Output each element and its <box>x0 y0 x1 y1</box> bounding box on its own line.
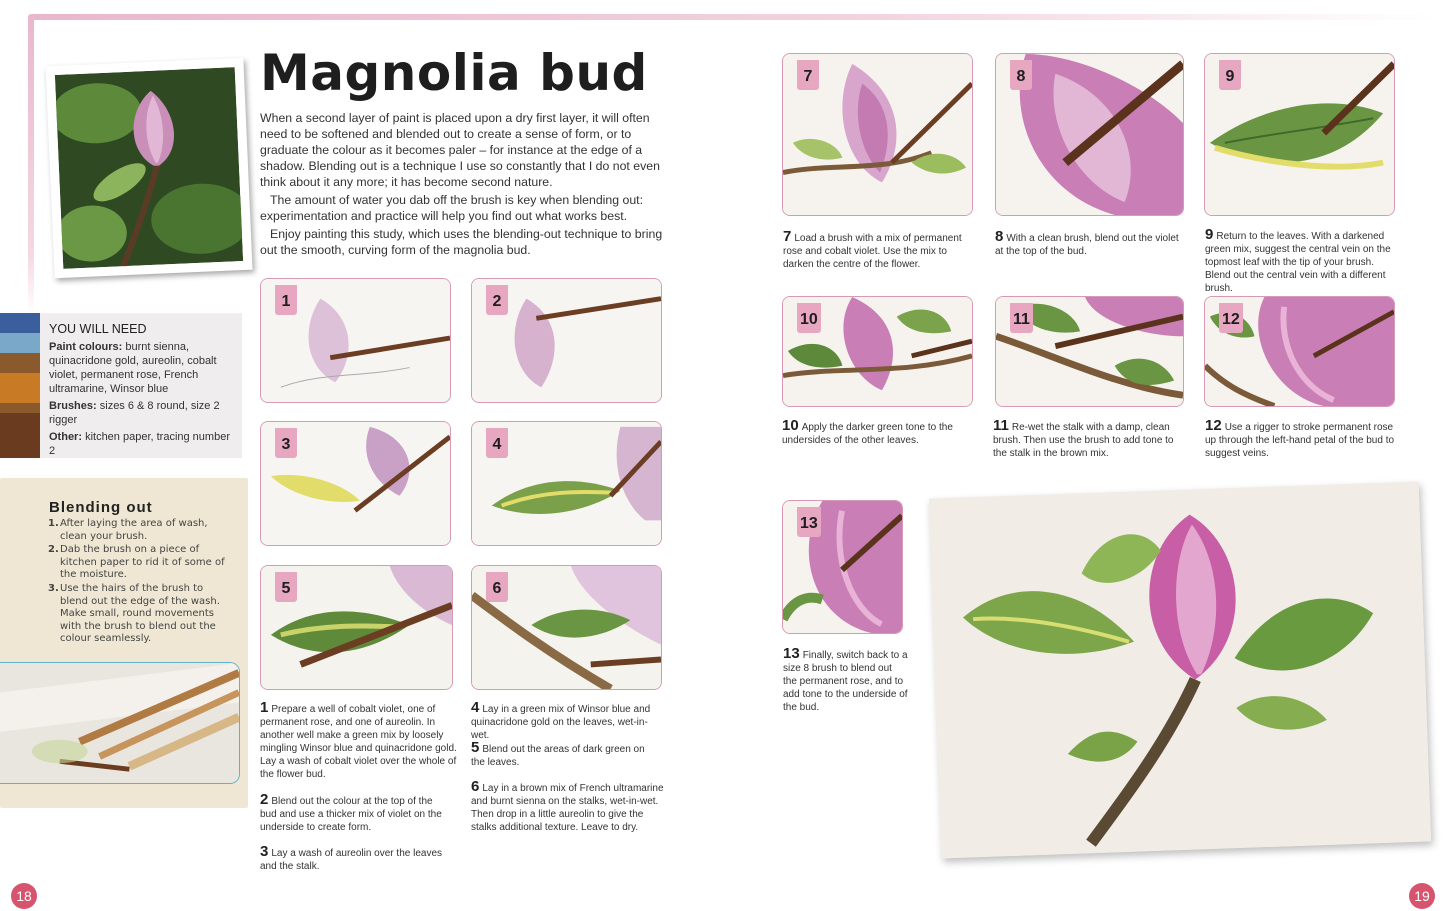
step-caption-7: 7 Load a brush with a mix of permanent rose and cobalt violet. Use the mix to darken the centre of the flower. <box>783 228 962 270</box>
you-will-need-box <box>40 313 242 458</box>
other-line <box>49 430 234 458</box>
list-item: 2. Dab the brush on a piece of kitchen paper to rid it of some of the moisture. <box>48 544 225 581</box>
step-caption-2: 2 Blend out the colour at the top of the bud and use a thicker mix of violet on the underside to create form. <box>260 791 442 833</box>
step-photo-7 <box>782 53 973 216</box>
brushes-line <box>49 399 234 427</box>
step-photo-13 <box>782 500 903 634</box>
step-photo-11 <box>995 296 1184 407</box>
page-number-left: 18 <box>11 883 37 909</box>
paint-palette-image <box>0 313 40 458</box>
step-caption-13: 13 Finally, switch back to a size 8 brush to blend out the permanent rose, and to add tone to the underside of the bud. <box>783 645 908 713</box>
step-badge: 2 <box>486 285 508 315</box>
step-photo-8 <box>995 53 1184 216</box>
step-photo-6 <box>471 565 662 690</box>
brushes-photo <box>0 662 240 784</box>
page-number-right: 19 <box>1409 883 1435 909</box>
step-badge: 4 <box>486 428 508 458</box>
step-caption-12: 12 Use a rigger to stroke permanent rose up through the left-hand petal of the bud to suggest veins. <box>1205 417 1395 459</box>
step-photo-2 <box>471 278 662 403</box>
you-will-need-heading: YOU WILL NEED <box>49 322 147 336</box>
other-text: kitchen paper, tracing number 2 <box>49 431 230 457</box>
step-photo-5 <box>260 565 453 690</box>
step-caption-1: 1 Prepare a well of cobalt violet, one of permanent rose, and one of aureolin. In another well make a green mix by loosely mingling Winsor blue and quinacridone gold. Lay a wash of cobalt violet over the whole of the flower bud. <box>260 699 457 780</box>
intro-paragraph: When a second layer of paint is placed upon a dry first layer, it will often need to be softened and blended out to create a sense of form, or to graduate the colour as it becomes paler – for instance at the edge of a shadow. Blending out is a technique I use so constantly that I do not even think about it any more; it has become second nature. <box>260 111 660 189</box>
intro-text <box>260 110 665 260</box>
list-item: 1. After laying the area of wash, clean your brush. <box>48 518 208 542</box>
paint-colours-text: burnt sienna, quinacridone gold, aureolin, cobalt violet, permanent rose, French ultramarine, Winsor blue <box>49 341 217 395</box>
finished-painting <box>929 482 1431 859</box>
blending-out-heading: Blending out <box>49 499 153 516</box>
step-badge: 13 <box>797 507 821 537</box>
step-caption-9: 9 Return to the leaves. With a darkened green mix, suggest the central vein on the topmost leaf with the tip of your brush. Blend out the central vein with a different brush. <box>1205 226 1391 294</box>
paint-colours-label: Paint colours: <box>49 341 123 353</box>
other-label: Other: <box>49 431 82 443</box>
step-caption-11: 11 Re-wet the stalk with a damp, clean brush. Then use the brush to add tone to the stalk in the brown mix. <box>993 417 1174 459</box>
step-photo-1 <box>260 278 451 403</box>
step-photo-9 <box>1204 53 1395 216</box>
step-caption-10: 10 Apply the darker green tone to the undersides of the other leaves. <box>782 417 953 446</box>
step-caption-6: 6 Lay in a brown mix of French ultramarine and burnt sienna on the stalks, wet-in-wet. Then drop in a little aureolin to give the stalks additional texture. Leave to dry. <box>471 778 664 833</box>
intro-paragraph: The amount of water you dab off the brush is key when blending out: experimentation and practice will help you find out what works best. <box>260 193 644 223</box>
intro-paragraph: Enjoy painting this study, which uses the blending-out technique to bring out the smooth, curving form of the magnolia bud. <box>260 227 663 257</box>
step-caption-5: 5 Blend out the areas of dark green on the leaves. <box>471 739 645 768</box>
step-badge: 5 <box>275 572 297 602</box>
step-badge: 7 <box>797 60 819 90</box>
step-badge: 12 <box>1219 303 1243 333</box>
step-caption-3: 3 Lay a wash of aureolin over the leaves and the stalk. <box>260 843 443 872</box>
step-photo-3 <box>260 421 451 546</box>
paint-colours-line <box>49 340 234 396</box>
brushes-text: sizes 6 & 8 round, size 2 rigger <box>49 400 220 426</box>
step-badge: 3 <box>275 428 297 458</box>
page-title: Magnolia bud <box>260 44 648 102</box>
step-badge: 9 <box>1219 60 1241 90</box>
step-photo-12 <box>1204 296 1395 407</box>
blending-out-list <box>48 518 228 647</box>
step-badge: 8 <box>1010 60 1032 90</box>
step-photo-4 <box>471 421 662 546</box>
reference-photo <box>45 58 252 278</box>
list-item: 3. Use the hairs of the brush to blend out the edge of the wash. Make small, round movements with the brush to blend out the colour seamlessly. <box>48 582 220 645</box>
step-badge: 1 <box>275 285 297 315</box>
page-frame-top <box>30 14 1435 20</box>
step-caption-4: 4 Lay in a green mix of Winsor blue and quinacridone gold on the leaves, wet-in-wet. <box>471 699 651 741</box>
step-photo-10 <box>782 296 973 407</box>
step-badge: 11 <box>1010 303 1033 333</box>
step-badge: 6 <box>486 572 508 602</box>
step-badge: 10 <box>797 303 821 333</box>
step-caption-8: 8 With a clean brush, blend out the violet at the top of the bud. <box>995 228 1179 257</box>
page-frame-left <box>28 14 34 314</box>
brushes-label: Brushes: <box>49 400 97 412</box>
